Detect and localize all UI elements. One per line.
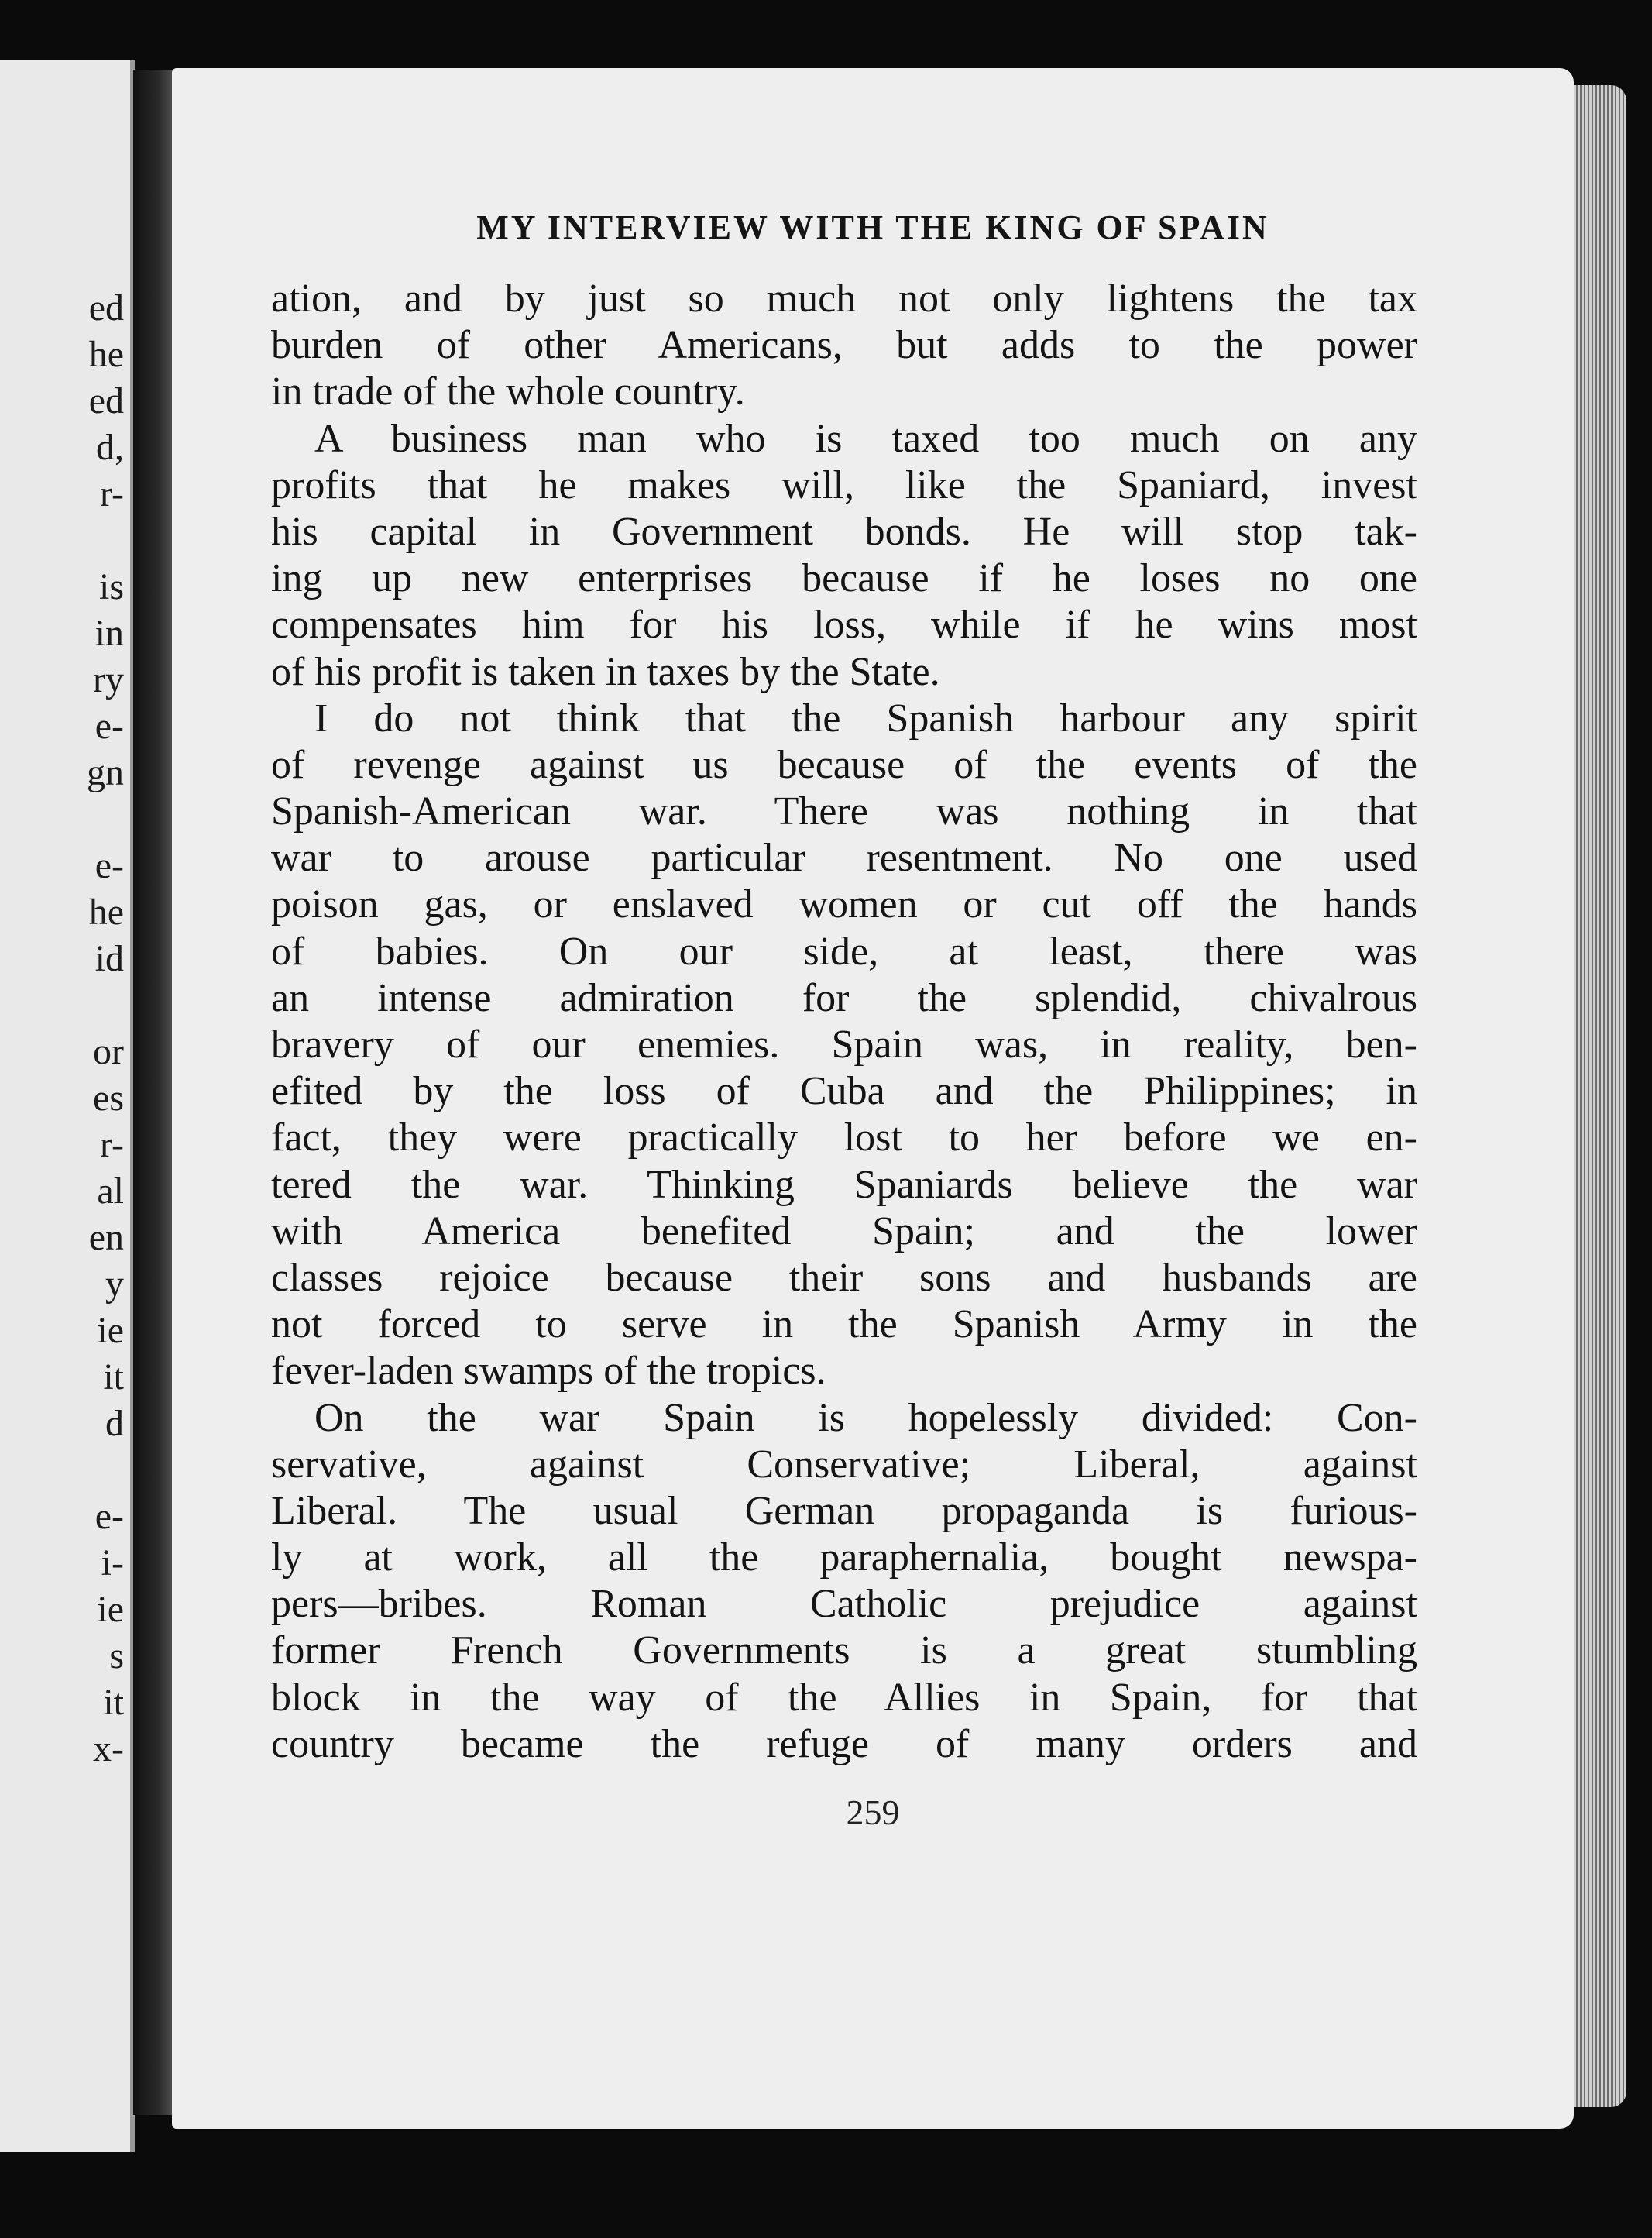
page-edges (1574, 85, 1626, 2107)
previous-page-line-fragment: he (88, 334, 124, 375)
text-line: of revenge against us because of the events of the (271, 742, 1417, 787)
text-line: country became the refuge of many orders and (271, 1721, 1417, 1766)
text-line: profits that he makes will, like the Spaniard, invest (271, 462, 1417, 507)
body-text (271, 276, 1417, 1768)
text-line: Liberal. The usual German propaganda is furious- (271, 1488, 1417, 1533)
text-line: his capital in Government bonds. He will stop tak- (271, 509, 1417, 554)
text-line: bravery of our enemies. Spain was, in reality, ben- (271, 1023, 1417, 1067)
previous-page-line-fragment: en (88, 1217, 124, 1258)
previous-page-line-fragment: it (103, 1356, 124, 1397)
text-line: fever-laden swamps of the tropics. (271, 1349, 826, 1394)
previous-page-line-fragment (0, 517, 124, 564)
text-line: an intense admiration for the splendid, chivalrous (271, 975, 1417, 1020)
text-line: of babies. On our side, at least, there was (271, 929, 1417, 974)
previous-page-line-fragment: es (93, 1078, 124, 1119)
text-line: efited by the loss of Cuba and the Philippines; in (271, 1069, 1417, 1114)
previous-page-strip (0, 60, 135, 2152)
previous-page-line-fragment: in (94, 613, 124, 654)
previous-page-line-fragment: d (105, 1403, 124, 1444)
text-line: in trade of the whole country. (271, 370, 745, 414)
text-line: tered the war. Thinking Spaniards believe the war (271, 1162, 1417, 1207)
page-number: 259 (846, 1793, 900, 1832)
text-line: ly at work, all the paraphernalia, bought newspa- (271, 1535, 1417, 1580)
text-line: ing up new enterprises because if he loses no one (271, 556, 1417, 601)
previous-page-line-fragment: y (105, 1263, 124, 1305)
previous-page-line-fragment (0, 1447, 124, 1494)
text-line: Spanish-American war. There was nothing in that (271, 789, 1417, 834)
text-line: fact, they were practically lost to her before we en- (271, 1116, 1417, 1160)
text-line: pers—bribes. Roman Catholic prejudice against (271, 1582, 1417, 1627)
text-line: burden of other Americans, but adds to the power (271, 323, 1417, 368)
text-line: former French Governments is a great stumbling (271, 1628, 1417, 1673)
previous-page-line-fragment: al (97, 1171, 124, 1212)
previous-page-line-fragment (0, 982, 124, 1029)
previous-page-line-fragment: he (88, 892, 124, 933)
previous-page-line-fragment (0, 796, 124, 843)
previous-page-line-fragment: it (103, 1682, 124, 1723)
previous-page-line-fragment: i- (101, 1542, 124, 1583)
text-line: On the war Spain is hopelessly divided: Con- (314, 1395, 1417, 1440)
running-head: MY INTERVIEW WITH THE KING OF SPAIN (476, 208, 1269, 246)
previous-page-line-fragment: or (93, 1031, 124, 1072)
text-line: servative, against Conservative; Liberal, against (271, 1442, 1417, 1487)
previous-page-line-fragment: s (109, 1635, 124, 1676)
previous-page-line-fragment: d, (96, 427, 124, 468)
previous-page-line-fragment: ie (97, 1589, 124, 1630)
previous-page-line-fragment: ry (93, 659, 124, 700)
previous-page-line-fragment: e- (94, 845, 124, 886)
previous-page-line-fragment: id (94, 938, 124, 979)
book-page (172, 68, 1574, 2129)
text-line: block in the way of the Allies in Spain, for that (271, 1675, 1417, 1720)
text-line: poison gas, or enslaved women or cut off the hands (271, 882, 1417, 927)
previous-page-text-fragments (0, 285, 124, 1772)
text-line: A business man who is taxed too much on any (314, 416, 1417, 461)
previous-page-line-fragment: is (98, 566, 124, 607)
previous-page-line-fragment: gn (87, 752, 124, 793)
previous-page-line-fragment: r- (99, 473, 124, 514)
text-line: I do not think that the Spanish harbour any spirit (314, 696, 1417, 741)
previous-page-line-fragment: ed (88, 287, 124, 328)
previous-page-line-fragment: r- (99, 1124, 124, 1165)
previous-page-line-fragment: x- (93, 1728, 124, 1769)
previous-page-line-fragment: e- (94, 1496, 124, 1537)
text-line: compensates him for his loss, while if he wins most (271, 603, 1417, 648)
previous-page-line-fragment: ie (97, 1310, 124, 1351)
book-gutter (133, 70, 175, 2115)
text-line: ation, and by just so much not only lightens the tax (271, 277, 1417, 321)
text-line: with America benefited Spain; and the lower (271, 1208, 1417, 1253)
text-line: classes rejoice because their sons and husbands are (271, 1255, 1417, 1300)
text-line: war to arouse particular resentment. No one used (271, 836, 1417, 881)
text-line: not forced to serve in the Spanish Army in the (271, 1302, 1417, 1347)
text-line: of his profit is taken in taxes by the State. (271, 649, 940, 694)
previous-page-line-fragment: e- (94, 706, 124, 747)
previous-page-line-fragment: ed (88, 380, 124, 421)
